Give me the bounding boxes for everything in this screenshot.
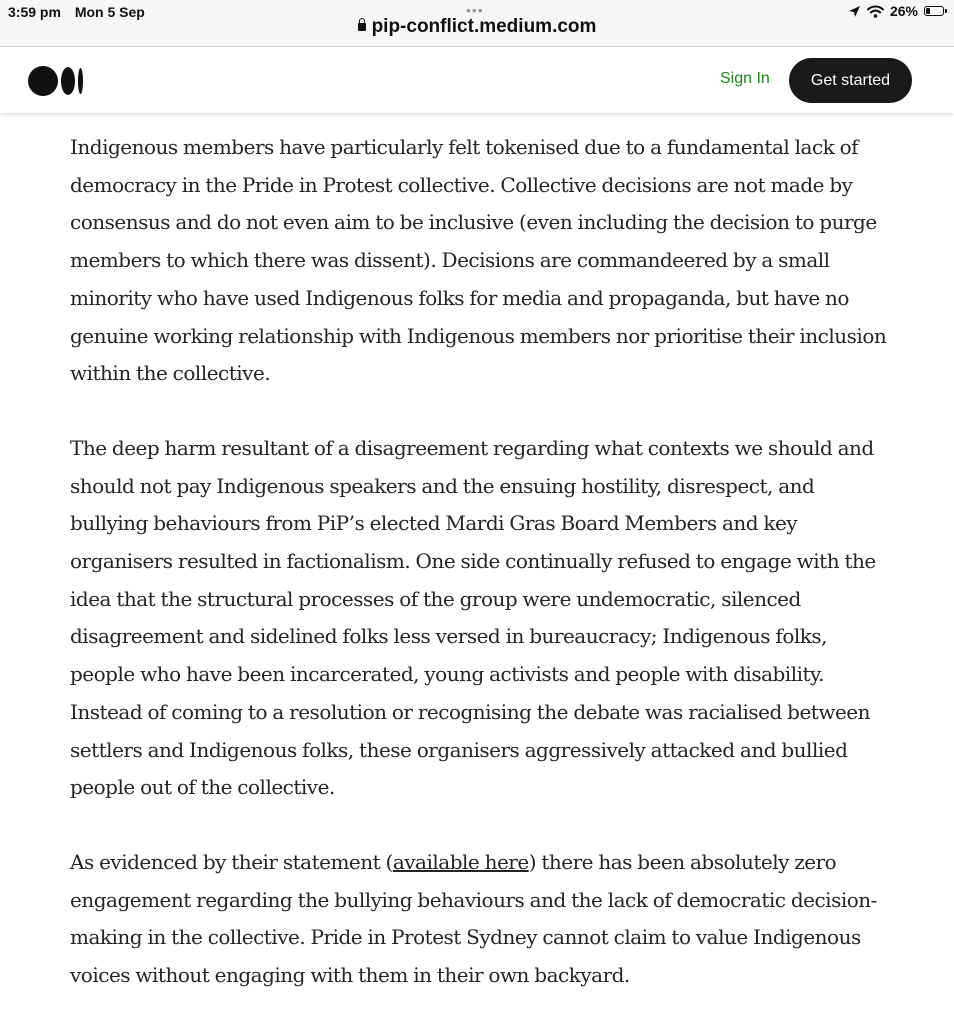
article-paragraph-3 (70, 844, 890, 995)
tab-overview-dots[interactable]: ••• (466, 2, 484, 18)
battery-percent: 26% (889, 3, 918, 19)
status-indicators (848, 3, 944, 19)
url-bar[interactable] (0, 16, 954, 38)
get-started-button[interactable]: Get started (789, 58, 912, 103)
paragraph-3-text-after: ) there has been absolutely zero engagement regarding the bullying behaviours and the lack of democratic decision-making in the collective. Pride in Protest Sydney cannot claim to value Indigenous voices without engaging with them in their own backyard. (70, 849, 877, 988)
status-date: Mon 5 Sep (74, 4, 145, 20)
paragraph-3-text-before: As evidenced by their statement ( (70, 849, 393, 874)
wifi-icon (867, 5, 884, 18)
site-header (0, 47, 954, 113)
available-here-link[interactable]: available here (392, 849, 529, 874)
status-time: 3:59 pm (8, 4, 61, 20)
lock-icon (358, 23, 366, 31)
location-icon (848, 5, 861, 18)
logo-circle-large (28, 66, 58, 96)
logo-ellipse-medium (61, 67, 75, 95)
battery-level-fill (926, 8, 930, 14)
sign-in-link[interactable]: Sign In (720, 70, 770, 87)
medium-logo[interactable] (28, 66, 83, 96)
browser-status-bar (0, 0, 954, 47)
logo-ellipse-small (78, 68, 83, 94)
article-paragraph-2: The deep harm resultant of a disagreement regarding what contexts we should and should not pay Indigenous speakers and the ensuing hostility, disrespect, and bullying behaviours from PiP’s elected Mardi Gras Board Members and key organisers resulted in factionalism. One side continually refused to engage with the idea that the structural processes of the group were undemocratic, silenced disagreement and sidelined folks less versed in bureaucracy; Indigenous folks, people who have been incarcerated, young activists and people with disability. Instead of coming to a resolution or recognising the debate was racialised between settlers and Indigenous folks, these organisers aggressively attacked and bullied people out of the collective. (70, 435, 876, 800)
battery-icon (924, 6, 944, 16)
article-body (70, 129, 890, 1024)
url-text: pip-conflict.medium.com (371, 16, 597, 37)
article-paragraph-1: Indigenous members have particularly felt tokenised due to a fundamental lack of democracy in the Pride in Protest collective. Collective decisions are not made by consensus and do not even aim to be inclusive (even including the decision to purge members to which there was dissent). Decisions are commandeered by a small minority who have used Indigenous folks for media and propaganda, but have no genuine working relationship with Indigenous members nor prioritise their inclusion within the collective. (70, 135, 887, 386)
